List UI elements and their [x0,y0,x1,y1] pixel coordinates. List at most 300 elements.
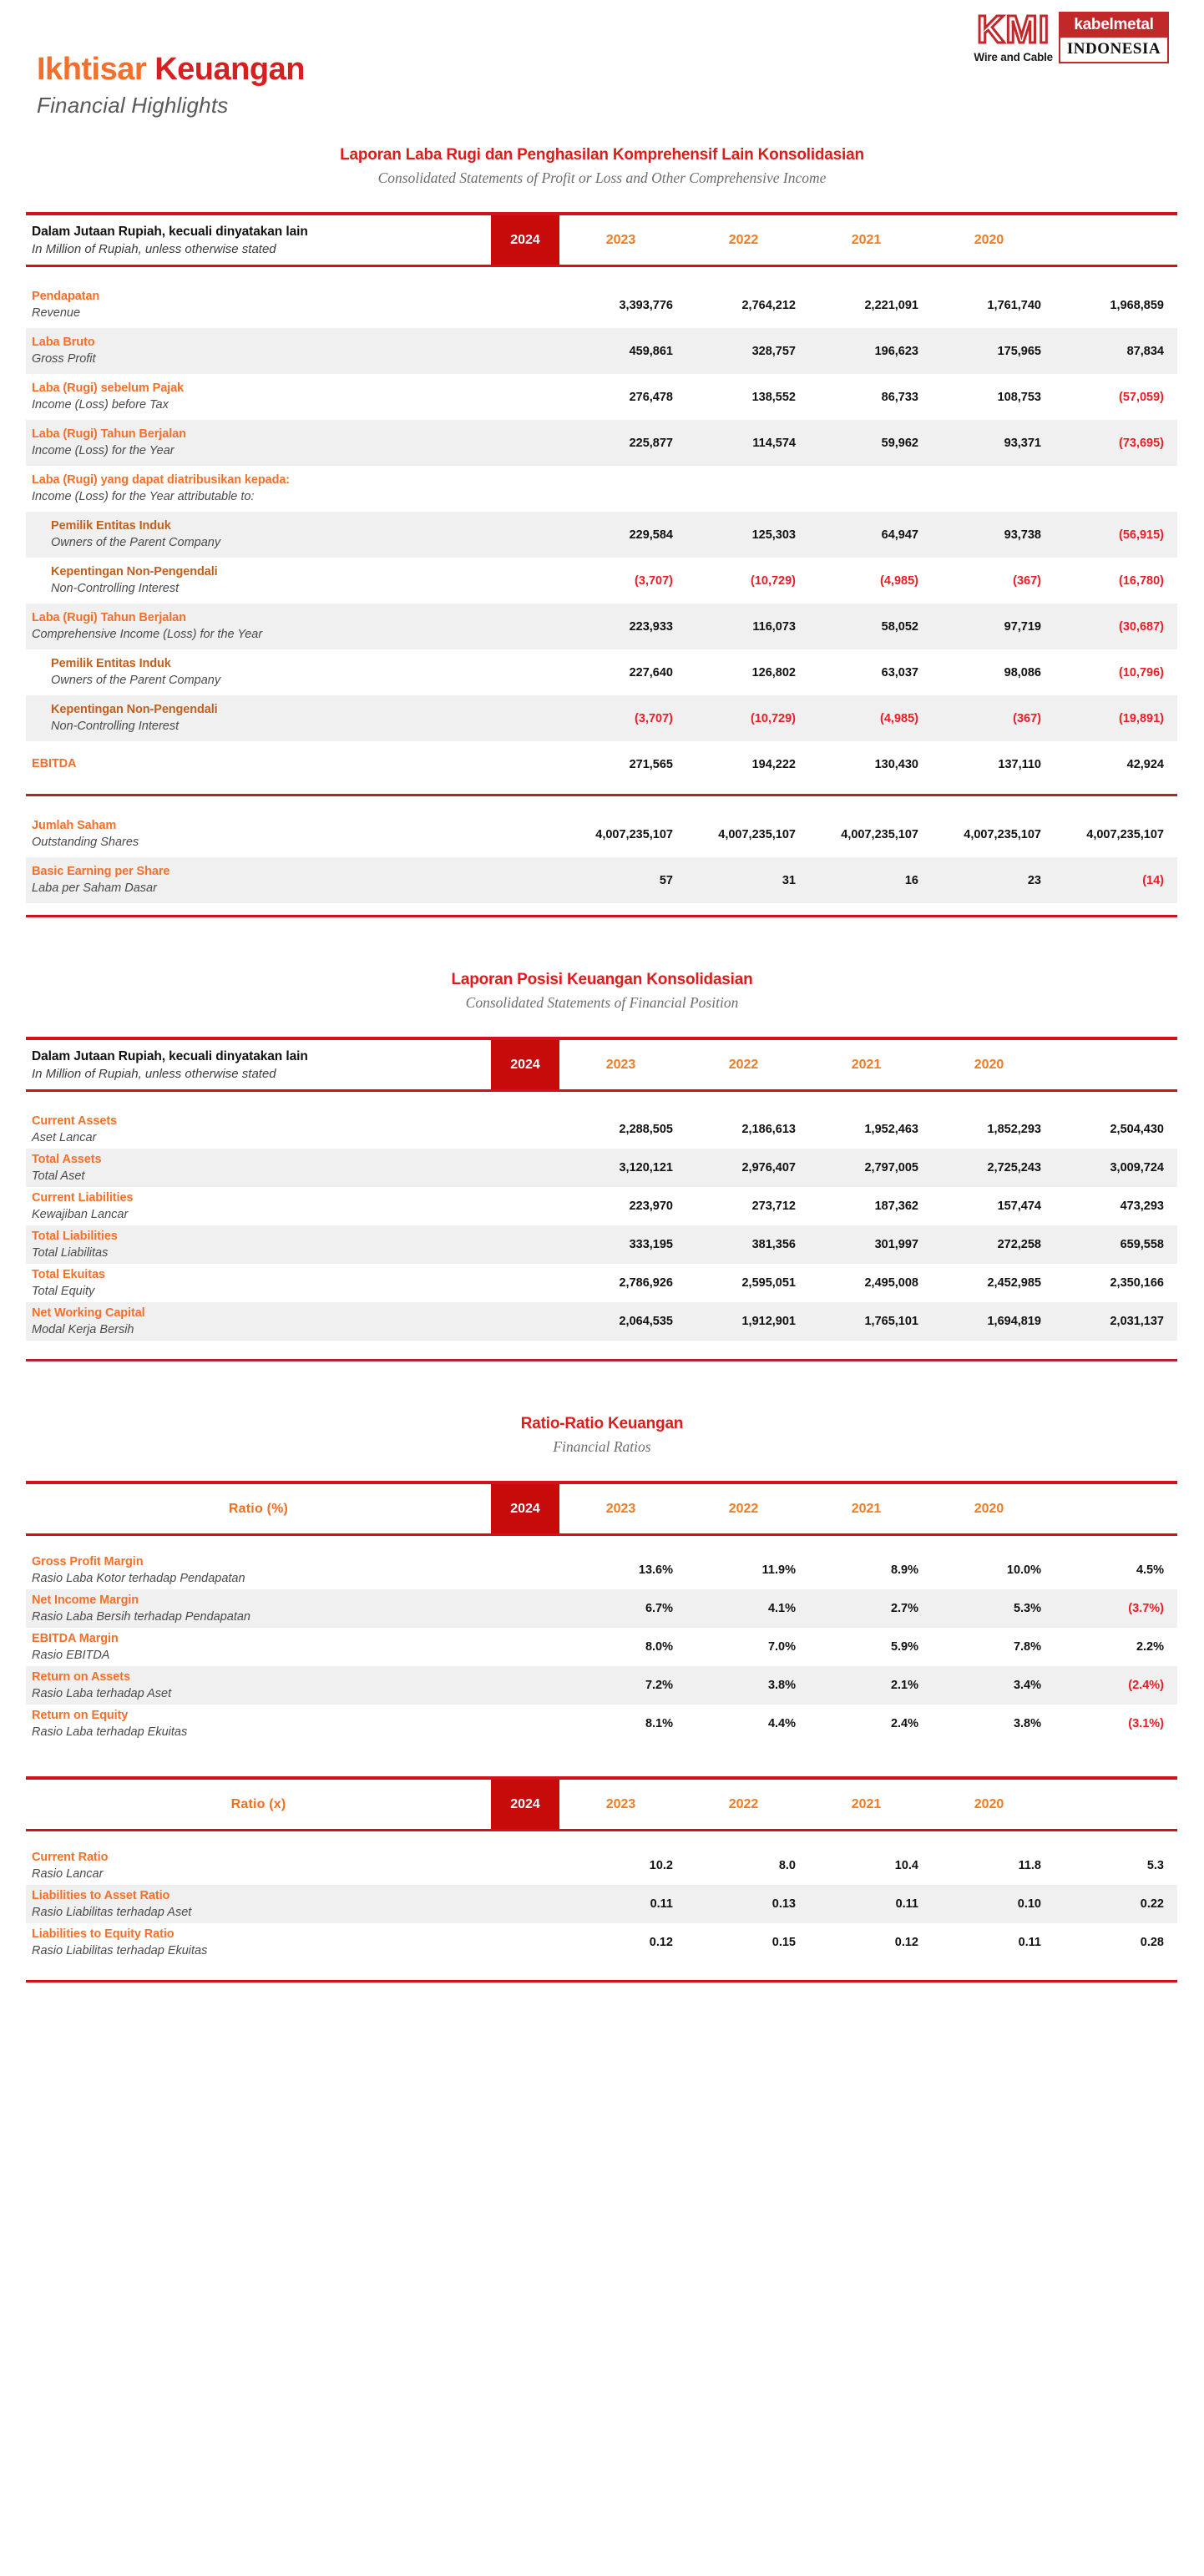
row-value-cell: 7.0% [767,1640,796,1654]
table1-year-2022: 2022 [728,232,759,247]
row-value-cell: 272,258 [997,1238,1041,1251]
row-value-cell: 1,952,463 [864,1123,918,1136]
row-value-cell: 659,558 [1120,1238,1164,1251]
table2-unit-label [26,1040,491,1089]
row-value-cell: 10.4 [894,1859,918,1872]
row-value-cell: 6.7% [645,1602,673,1615]
row-label-secondary: Income (Loss) for the Year [32,444,175,458]
table-row [26,649,1177,695]
table1-year-2020: 2020 [974,232,1004,247]
row-value-cell: (4,985) [880,573,918,588]
row-value-cell: 157,474 [997,1200,1041,1213]
row-value-cell: 2,288,505 [619,1123,673,1136]
row-values [552,666,1177,679]
table1-header-spacer [1050,215,1063,265]
table2-year-2021: 2021 [851,1057,882,1072]
row-label-primary: Kepentingan Non-Pengendali [51,703,218,717]
table2-year-2023: 2023 [605,1057,636,1072]
table3-header-spacer [1050,1484,1063,1533]
row-value-cell: 97,719 [1004,619,1041,634]
table-row [26,695,1177,741]
row-value-cell: (367) [1013,711,1041,725]
row-value-cell: 2,764,212 [741,298,796,312]
table3-body [26,1551,1177,1743]
row-values [552,391,1177,404]
row-value-cell: 4,007,235,107 [718,827,796,841]
row-value-cell: 223,933 [629,619,673,634]
row-label-primary: Return on Assets [32,1669,130,1684]
row-label [26,335,552,367]
kmi-letters: KMI [977,8,1050,51]
section-title-financial-ratios [0,1415,1204,1456]
row-value-cell: 0.13 [771,1897,796,1911]
row-label [26,702,552,735]
table-row [26,811,1177,857]
table1-year-2024: 2024 [491,215,559,265]
section3-title-id: Ratio-Ratio Keuangan [520,1415,684,1432]
ratios-times-table [26,1776,1177,1983]
row-label-secondary: Kewajiban Lancar [32,1207,129,1221]
row-label [26,564,552,597]
row-value-cell: 2.2% [1136,1640,1164,1654]
row-label-primary: EBITDA Margin [32,1631,119,1645]
company-logo [974,8,1169,63]
row-value-cell: 87,834 [1126,344,1164,358]
row-label-primary: Total Ekuitas [32,1267,105,1281]
row-value-cell: 2,064,535 [619,1315,673,1328]
row-label [26,1190,552,1223]
row-values [552,874,1177,887]
section2-title-en: Consolidated Statements of Financial Position [465,994,739,1011]
row-value-cell: (10,729) [750,573,796,588]
row-label-primary: Liabilities to Equity Ratio [32,1927,175,1941]
row-label [26,1267,552,1300]
row-value-cell: 196,623 [874,344,918,358]
row-value-cell: (3,707) [635,573,673,588]
section-title-income-statement [0,146,1204,187]
row-value-cell: 108,753 [997,390,1041,404]
row-value-cell: 5.3% [1013,1602,1041,1615]
row-value-cell: 3.8% [1013,1717,1041,1730]
row-value-cell: 4.4% [767,1717,796,1730]
row-label-primary: Laba (Rugi) sebelum Pajak [32,381,185,396]
row-label [26,472,552,505]
row-value-cell: 187,362 [874,1200,918,1213]
row-label-secondary: Income (Loss) for the Year attributable to: [32,490,255,504]
table4-year-2024: 2024 [491,1780,559,1829]
table1-year-2023: 2023 [605,232,636,247]
row-value-cell: 8.9% [890,1563,918,1577]
row-value-cell: 459,861 [629,344,673,358]
row-label [26,864,552,897]
kabelmetal-country: INDONESIA [1060,38,1167,62]
row-value-cell: 58,052 [881,619,918,634]
row-label-secondary: Outstanding Shares [32,836,139,850]
table-row [26,328,1177,374]
row-value-cell: 0.12 [649,1936,673,1949]
row-value-cell: 223,970 [629,1200,673,1213]
table1-body-secondary [26,811,1177,903]
row-values [552,1123,1177,1136]
table3-year-2020: 2020 [974,1501,1004,1516]
row-value-cell: 86,733 [881,390,918,404]
row-label-primary: Pendapatan [32,290,100,304]
table-row [26,1264,1177,1302]
row-values [552,1563,1177,1577]
row-label-primary: Laba (Rugi) Tahun Berjalan [32,427,186,442]
row-label-primary: Kepentingan Non-Pengendali [51,565,218,579]
row-value-cell: 1,694,819 [987,1315,1041,1328]
row-value-cell: 0.15 [771,1936,796,1949]
row-label [26,1631,552,1664]
table-row [26,1187,1177,1225]
row-values [552,1859,1177,1872]
kabelmetal-logo [1059,12,1169,63]
row-value-cell: 2.7% [890,1602,918,1615]
row-value-cell: 1,852,293 [987,1123,1041,1136]
row-value-cell: 2,595,051 [741,1276,796,1290]
row-value-cell: 4,007,235,107 [841,827,918,841]
row-values [552,1238,1177,1251]
row-value-cell: 4,007,235,107 [1086,827,1164,841]
row-values [552,574,1177,588]
table3-header-row [26,1484,1177,1533]
row-label-primary: Pemilik Entitas Induk [51,519,171,533]
row-value-cell: 2,976,407 [741,1161,796,1174]
row-value-cell: 2,031,137 [1110,1315,1164,1328]
table4-year-2021: 2021 [851,1796,882,1811]
row-label-secondary: Gross Profit [32,352,96,366]
row-label-primary: Net Income Margin [32,1593,139,1607]
table3-year-2021: 2021 [851,1501,882,1516]
table-row [26,1225,1177,1264]
table-row [26,1705,1177,1743]
row-value-cell: 271,565 [629,757,673,771]
table1-unit-label [26,215,491,265]
row-label-primary: Gross Profit Margin [32,1554,144,1568]
row-value-cell: 138,552 [751,390,796,404]
row-value-cell: 194,222 [751,757,796,771]
table4-ratio-x-label: Ratio (x) [230,1796,286,1811]
row-label [26,381,552,413]
table1-unit-label-en: In Million of Rupiah, unless otherwise stated [32,241,276,256]
table-row [26,1628,1177,1666]
table4-year-2020: 2020 [974,1796,1004,1811]
table-row [26,1149,1177,1187]
row-label-secondary: Rasio Lancar [32,1866,104,1881]
row-value-cell: 473,293 [1120,1200,1164,1213]
row-value-cell: (14) [1142,873,1164,887]
row-value-cell: 3.8% [767,1679,796,1692]
row-value-cell: 2,786,926 [619,1276,673,1290]
table4-body [26,1846,1177,1962]
row-value-cell: 59,962 [881,436,918,450]
row-value-cell: 42,924 [1126,757,1164,771]
row-label [26,1306,552,1338]
table1-body [26,282,1177,787]
table-row [26,1551,1177,1589]
row-values [552,1897,1177,1911]
row-value-cell: 57 [659,873,673,887]
row-label-primary: Laba (Rugi) Tahun Berjalan [32,611,186,625]
row-value-cell: (56,915) [1118,528,1164,542]
table-row [26,1885,1177,1923]
row-value-cell: 8.0% [645,1640,673,1654]
row-value-cell: 0.12 [894,1936,918,1949]
row-value-cell: 0.11 [895,1897,918,1911]
row-value-cell: 8.1% [645,1717,673,1730]
row-label-primary: EBITDA [32,757,77,771]
row-value-cell: 125,303 [751,528,796,542]
table1-year-2021: 2021 [851,232,882,247]
table-row [26,282,1177,328]
row-value-cell: 2.4% [890,1717,918,1730]
row-label-primary: Return on Equity [32,1708,129,1722]
row-value-cell: 4,007,235,107 [964,827,1041,841]
row-label [26,289,552,321]
kmi-logo [974,8,1053,63]
row-value-cell: 11.8 [1018,1859,1041,1872]
row-label [26,1708,552,1740]
row-values [552,1679,1177,1692]
table-row [26,558,1177,604]
row-label-secondary: Rasio Laba terhadap Aset [32,1686,172,1700]
section2-title-id: Laporan Posisi Keuangan Konsolidasian [451,971,753,988]
table-row [26,1846,1177,1885]
row-label [26,610,552,643]
row-value-cell: 175,965 [997,344,1041,358]
row-value-cell: (73,695) [1118,436,1164,450]
row-value-cell: (3.7%) [1128,1602,1164,1615]
financial-position-table [26,1037,1177,1361]
row-label-secondary: Total Liabilitas [32,1245,109,1260]
row-label-primary: Pemilik Entitas Induk [51,657,171,671]
row-value-cell: 11.9% [761,1563,796,1577]
row-value-cell: 2,495,008 [864,1276,918,1290]
row-values [552,437,1177,450]
table2-body [26,1110,1177,1341]
row-values [552,1640,1177,1654]
row-value-cell: 64,947 [881,528,918,542]
row-value-cell: 13.6% [638,1563,673,1577]
table-row [26,1110,1177,1149]
section3-title-en: Financial Ratios [553,1438,651,1455]
table3-year-2024: 2024 [491,1484,559,1533]
row-value-cell: (367) [1013,573,1041,588]
row-label-primary: Laba (Rugi) yang dapat diatribusikan kepada: [32,473,291,487]
section1-title-id: Laporan Laba Rugi dan Penghasilan Komprehensif Lain Konsolidasian [340,146,864,164]
page-title-part2: Keuangan [154,52,305,87]
row-value-cell: 114,574 [752,436,796,450]
row-value-cell: (10,729) [750,711,796,725]
row-label-primary: Total Liabilities [32,1229,118,1243]
row-value-cell: 381,356 [751,1238,796,1251]
row-label-secondary: Laba per Saham Dasar [32,881,157,896]
row-label-primary: Basic Earning per Share [32,865,170,879]
row-label [26,1593,552,1625]
row-value-cell: 2.1% [890,1679,918,1692]
row-value-cell: 63,037 [881,665,918,679]
row-value-cell: 10.0% [1006,1563,1041,1577]
row-value-cell: 2,504,430 [1110,1123,1164,1136]
table2-header-row [26,1040,1177,1089]
row-label-secondary: Rasio Liabilitas terhadap Ekuitas [32,1943,208,1957]
table4-year-2022: 2022 [728,1796,759,1811]
row-value-cell: 23 [1027,873,1041,887]
row-label [26,1927,552,1959]
table2-year-2020: 2020 [974,1057,1004,1072]
row-value-cell: (57,059) [1118,390,1164,404]
page-title-part1: Ikhtisar [37,52,155,87]
table2-unit-label-id: Dalam Jutaan Rupiah, kecuali dinyatakan lain [32,1048,308,1063]
table-row [26,741,1177,787]
table1-header-row [26,215,1177,265]
row-values [552,528,1177,542]
row-label-secondary: Total Equity [32,1284,95,1298]
kabelmetal-wordmark: kabelmetal [1060,13,1167,38]
row-value-cell: 130,430 [874,757,918,771]
row-value-cell: 0.11 [1018,1936,1041,1949]
row-values [552,1315,1177,1328]
row-value-cell: 7.2% [645,1679,673,1692]
row-label [26,1229,552,1261]
row-values [552,1717,1177,1730]
row-value-cell: 225,877 [629,436,673,450]
row-value-cell: 98,086 [1004,665,1041,679]
row-label-primary: Current Ratio [32,1850,109,1864]
row-values [552,620,1177,634]
row-value-cell: 4.1% [767,1602,796,1615]
row-value-cell: (30,687) [1118,619,1164,634]
row-value-cell: 1,765,101 [864,1315,918,1328]
row-label-secondary: Non-Controlling Interest [51,582,180,596]
section1-title-en: Consolidated Statements of Profit or Loss and Other Comprehensive Income [377,169,827,186]
row-value-cell: 5.9% [890,1640,918,1654]
table3-year-2023: 2023 [605,1501,636,1516]
page-subtitle: Financial Highlights [37,92,229,118]
row-value-cell: 227,640 [629,665,673,679]
row-label [26,1554,552,1587]
row-value-cell: 7.8% [1013,1640,1041,1654]
row-value-cell: (16,780) [1118,573,1164,588]
row-value-cell: 0.28 [1140,1936,1164,1949]
row-value-cell: 2,186,613 [741,1123,796,1136]
row-value-cell: 137,110 [998,757,1041,771]
row-value-cell: 3,393,776 [619,298,673,312]
row-value-cell: (19,891) [1118,711,1164,725]
row-label [26,518,552,551]
row-value-cell: 4,007,235,107 [595,827,673,841]
row-values [552,1161,1177,1174]
row-label-secondary: Owners of the Parent Company [51,674,221,688]
row-label-secondary: Rasio EBITDA [32,1648,110,1662]
table3-year-2022: 2022 [728,1501,759,1516]
row-label [26,1888,552,1921]
income-statement-table [26,212,1177,917]
row-value-cell: 0.11 [650,1897,673,1911]
table4-header-row [26,1780,1177,1829]
row-value-cell: (3,707) [635,711,673,725]
row-values [552,1276,1177,1290]
row-value-cell: (4,985) [880,711,918,725]
row-label [26,427,552,459]
row-label-secondary: Rasio Laba terhadap Ekuitas [32,1725,188,1739]
table2-year-2024: 2024 [491,1040,559,1089]
kmi-tagline: Wire and Cable [974,50,1053,63]
row-value-cell: 93,371 [1004,436,1041,450]
row-label-primary: Liabilities to Asset Ratio [32,1888,170,1902]
row-label-secondary: Aset Lancar [32,1130,97,1144]
row-value-cell: 273,712 [751,1200,796,1213]
table-row [26,857,1177,903]
row-label-primary: Current Assets [32,1114,118,1128]
section-title-financial-position [0,971,1204,1012]
row-value-cell: (2.4%) [1128,1679,1164,1692]
row-value-cell: 4.5% [1136,1563,1164,1577]
row-values [552,1602,1177,1615]
row-label [26,1669,552,1702]
row-value-cell: 0.22 [1140,1897,1164,1911]
table3-ratio-pct-label: Ratio (%) [228,1501,289,1516]
row-value-cell: 333,195 [629,1238,673,1251]
table-row [26,420,1177,466]
row-value-cell: 116,073 [752,619,796,634]
row-label-secondary: Total Aset [32,1169,85,1183]
table4-header-spacer [1050,1780,1063,1829]
page-title [37,53,305,87]
ratios-percent-table [26,1481,1177,1743]
table-row [26,374,1177,420]
table-row [26,1923,1177,1962]
row-value-cell: 1,761,740 [987,298,1041,312]
row-value-cell: (3.1%) [1128,1717,1164,1730]
row-values [552,712,1177,725]
page-header [0,0,1204,146]
table2-header-spacer [1050,1040,1063,1089]
table2-unit-label-en: In Million of Rupiah, unless otherwise stated [32,1066,276,1081]
row-label-secondary: Income (Loss) before Tax [32,398,169,412]
row-value-cell: 0.10 [1017,1897,1041,1911]
row-label-secondary: Rasio Laba Bersih terhadap Pendapatan [32,1609,250,1624]
table1-unit-label-id: Dalam Jutaan Rupiah, kecuali dinyatakan lain [32,224,308,239]
row-value-cell: 2,350,166 [1110,1276,1164,1290]
row-label [26,656,552,689]
row-value-cell: 31 [782,873,796,887]
row-value-cell: 2,725,243 [987,1161,1041,1174]
row-label-primary: Total Assets [32,1152,102,1166]
table4-year-2023: 2023 [605,1796,636,1811]
row-value-cell: 2,221,091 [864,298,918,312]
row-value-cell: 126,802 [751,665,796,679]
row-value-cell: 229,584 [629,528,673,542]
table-row [26,1666,1177,1705]
table2-year-2022: 2022 [728,1057,759,1072]
row-value-cell: 3,009,724 [1110,1161,1164,1174]
row-values [552,299,1177,312]
row-label-primary: Current Liabilities [32,1190,134,1205]
row-label-secondary: Revenue [32,306,81,321]
row-value-cell: 3.4% [1013,1679,1041,1692]
row-value-cell: (10,796) [1118,665,1164,679]
row-value-cell: 328,757 [751,344,796,358]
table-row [26,512,1177,558]
row-values [552,345,1177,358]
row-label-primary: Jumlah Saham [32,819,117,833]
row-label-primary: Net Working Capital [32,1306,145,1320]
row-values [552,828,1177,841]
row-values [552,1936,1177,1949]
row-label-secondary: Non-Controlling Interest [51,720,180,734]
